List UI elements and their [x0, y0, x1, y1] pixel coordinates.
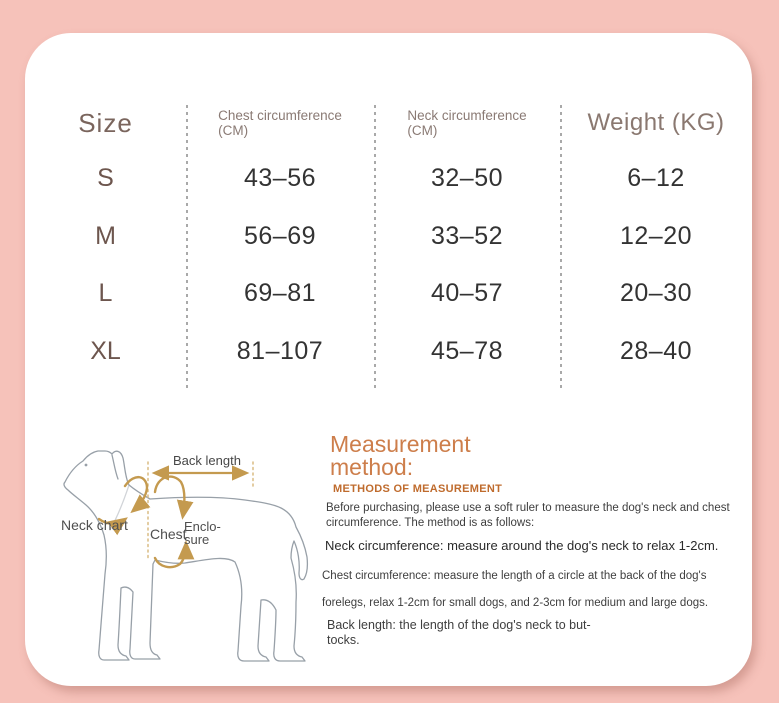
dog-measurement-diagram [55, 440, 335, 680]
weight-value-l: 20–30 [619, 279, 693, 308]
chest-enclosure-label [184, 520, 221, 546]
header-chest-line2: (CM) [218, 123, 249, 138]
header-size: Size [78, 107, 133, 138]
chest-value-m: 56–69 [243, 221, 317, 250]
weight-value-s: 6–12 [627, 164, 685, 193]
size-table-body [25, 150, 752, 380]
dog-ear-inner-line [112, 455, 118, 479]
back-length-line1: Back length: the length of the dog's neck to but- [327, 618, 591, 632]
chest-girth-upper-arrow [155, 477, 184, 515]
chest-value-l: 69–81 [243, 279, 317, 308]
chest-label: Chest [150, 526, 187, 542]
neck-value-m: 33–52 [430, 221, 504, 250]
enclosure-label-line1: Enclo- [184, 519, 221, 534]
size-chart-card [25, 33, 752, 686]
weight-value-xl: 28–40 [619, 336, 693, 365]
size-label-l: L [98, 279, 113, 308]
size-label-m: M [95, 221, 116, 250]
header-neck-line1: Neck circumference [407, 108, 527, 123]
chest-circumference-instruction-line2: forelegs, relax 1-2cm for small dogs, and 2-3cm for medium and large dogs. [322, 597, 709, 609]
chest-value-s: 43–56 [243, 164, 317, 193]
header-chest-line1: Chest circumference [218, 108, 342, 123]
chest-circumference-instruction-line1: Chest circumference: measure the length of a circle at the back of the dog's [322, 570, 707, 582]
chest-girth-lower-arrow [155, 545, 186, 567]
header-neck-line2: (CM) [407, 123, 438, 138]
size-table-header [25, 93, 752, 153]
neck-value-l: 40–57 [430, 279, 504, 308]
back-length-instruction [327, 618, 591, 648]
header-weight: Weight (KG) [587, 109, 725, 136]
measurement-intro-text [326, 501, 730, 531]
intro-line1: Before purchasing, please use a soft ruler to measure the dog's neck and chest [326, 502, 730, 514]
measurement-arrows [99, 462, 253, 567]
neck-value-s: 32–50 [430, 164, 504, 193]
dog-eye [85, 464, 88, 467]
neck-value-xl: 45–78 [430, 336, 504, 365]
intro-line2: circumference. The method is as follows: [326, 517, 535, 529]
neck-girth-arrow [125, 477, 147, 510]
chest-value-xl: 81–107 [236, 336, 324, 365]
measurement-method-title: Measurement method: [330, 431, 471, 480]
enclosure-label-line2: sure [184, 532, 210, 547]
neck-circumference-instruction: Neck circumference: measure around the dog's neck to relax 1-2cm. [325, 538, 719, 553]
weight-value-m: 12–20 [619, 221, 693, 250]
measurement-method-subtitle: METHODS OF MEASUREMENT [333, 483, 503, 495]
size-label-xl: XL [90, 336, 121, 365]
header-neck-circumference [407, 108, 526, 138]
size-label-s: S [97, 164, 114, 193]
back-length-label: Back length [173, 453, 241, 468]
neck-girth-label: Neck chart [61, 517, 128, 533]
back-length-line2: tocks. [327, 633, 360, 647]
dog-outline-illustration [55, 440, 320, 675]
header-chest-circumference [218, 108, 342, 138]
